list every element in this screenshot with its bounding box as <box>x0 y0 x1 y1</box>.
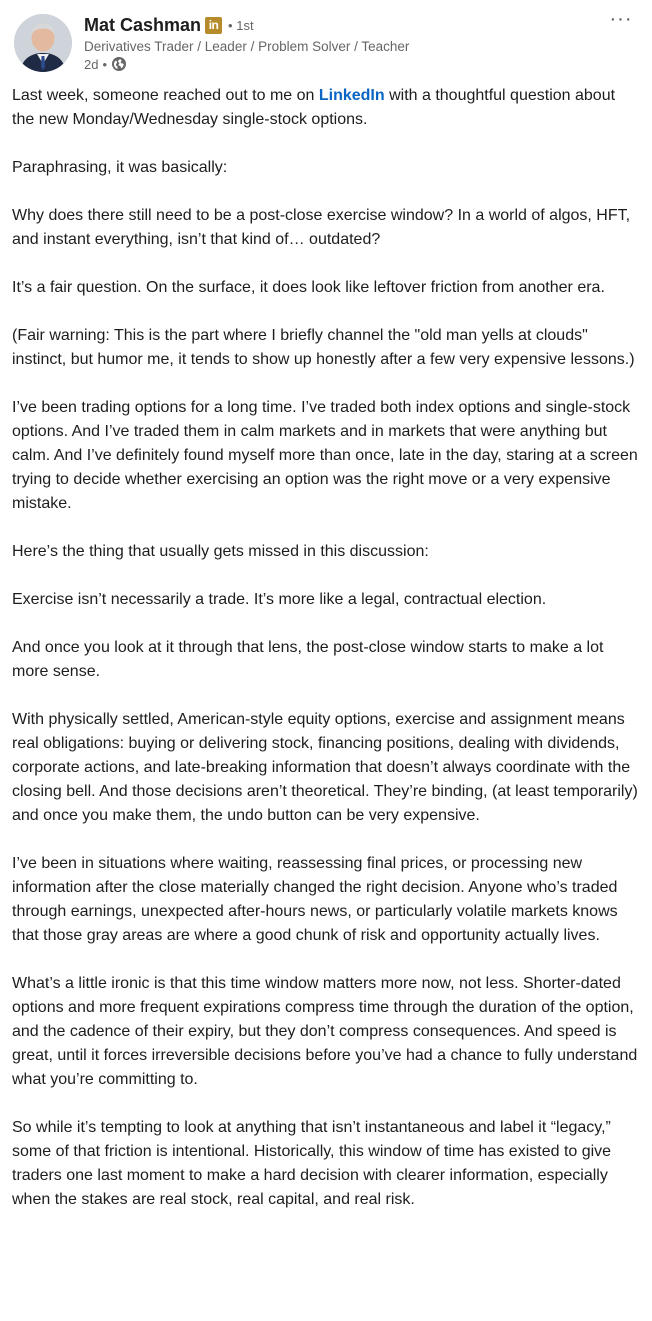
paragraph-2: Paraphrasing, it was basically: <box>12 159 228 176</box>
paragraph-9: And once you look at it through that lens, the post-close window starts to make a lot more sense. <box>12 639 604 680</box>
author-meta <box>84 14 409 72</box>
paragraph-7: Here’s the thing that usually gets missed in this discussion: <box>12 543 429 560</box>
linkedin-premium-icon: in <box>205 17 222 34</box>
author-headline: Derivatives Trader / Leader / Problem Solver / Teacher <box>84 39 410 54</box>
degree-label: 1st <box>236 17 254 33</box>
avatar[interactable] <box>14 14 72 72</box>
paragraph-8: Exercise isn’t necessarily a trade. It’s more like a legal, contractual election. <box>12 591 547 608</box>
paragraph-13: So while it’s tempting to look at anything that isn’t instantaneous and label it “legacy,” some of that friction is intentional. Historically, this window of time has existed to give traders one last moment to make a hard decision with clearer information, especially when the stakes are real stock, real capital, and real risk. <box>12 1119 612 1208</box>
connection-degree <box>228 18 254 33</box>
name-row <box>84 14 409 36</box>
post-header <box>14 8 638 74</box>
avatar-photo <box>14 14 72 72</box>
post-body <box>12 84 638 1236</box>
linkedin-link[interactable]: LinkedIn <box>318 87 385 104</box>
post-time: 2d <box>84 56 99 72</box>
paragraph-4: It’s a fair question. On the surface, it does look like leftover friction from another era. <box>12 279 605 296</box>
paragraph-1-end: with a thoughtful question about the new Monday/Wednesday single-stock options. <box>12 87 616 128</box>
paragraph-10: With physically settled, American-style equity options, exercise and assignment means real obligations: buying or delivering stock, financing positions, dealing with dividends, corporate actions, and late-breaking information that doesn’t always coordinate with the closing bell. And those decisions aren’t theoretical. They’re binding, (at least temporarily) and once you make them, the undo button can be very expensive. <box>12 711 638 824</box>
paragraph-1-start: Last week, someone reached out to me on <box>12 87 319 104</box>
more-options-button[interactable]: ··· <box>609 8 633 30</box>
paragraph-6: I’ve been trading options for a long time. I’ve traded both index options and single-stock options. And I’ve traded them in calm markets and in markets that were anything but calm. And I’ve definitely found myself more than once, late in the day, staring at a screen trying to decide whether exercising an option was the right move or a very expensive mistake. <box>12 399 638 512</box>
paragraph-11: I’ve been in situations where waiting, reassessing final prices, or processing new information after the close materially changed the right decision. Anyone who’s traded through earnings, unexpected after-hours news, or particularly volatile markets knows that those gray areas are where a good chunk of risk and opportunity actually lives. <box>12 855 618 944</box>
post-timestamp-row <box>84 56 409 72</box>
paragraph-1 <box>12 84 638 132</box>
paragraph-5: (Fair warning: This is the part where I briefly channel the "old man yells at clouds" instinct, but humor me, it tends to show up honestly after a few very expensive lessons.) <box>12 327 635 368</box>
degree-separator: • <box>228 17 233 33</box>
paragraph-12: What’s a little ironic is that this time window matters more now, not less. Shorter-dated options and more frequent expirations compress time through the duration of the option, and the cadence of their expiry, but they don’t compress consequences. And speed is great, until it forces irreversible decisions before you’ve had a chance to fully understand what you’re committing to. <box>12 975 638 1088</box>
globe-icon <box>111 56 127 72</box>
author-name[interactable]: Mat Cashman <box>84 14 202 35</box>
paragraph-3: Why does there still need to be a post-close exercise window? In a world of algos, HFT, and instant everything, isn’t that kind of… outdated? <box>12 207 631 248</box>
time-separator: • <box>102 56 108 72</box>
